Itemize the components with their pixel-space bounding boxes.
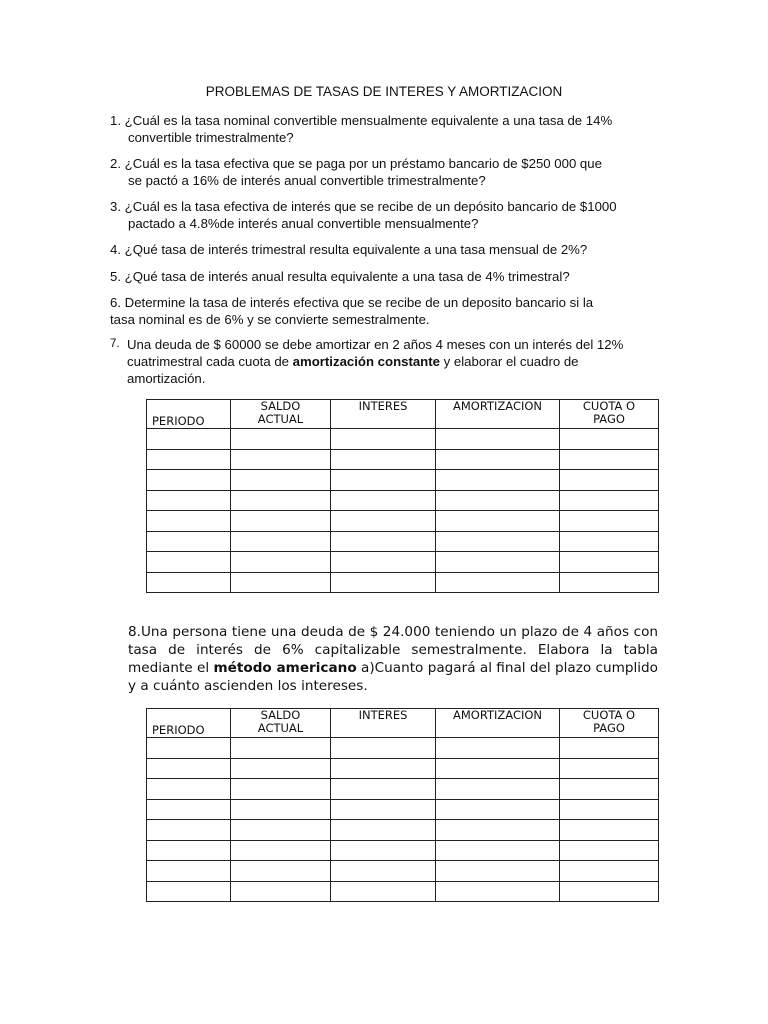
table-cell[interactable] <box>147 840 231 861</box>
header-text: PAGO <box>593 721 625 735</box>
table-cell[interactable] <box>436 552 560 573</box>
table-row <box>147 490 659 511</box>
table-row <box>147 758 659 779</box>
table-cell[interactable] <box>147 799 231 820</box>
problem-7 <box>110 336 658 387</box>
amortization-table-2 <box>146 708 659 902</box>
problem-text-part: a)Cuanto pagará al final del plazo cumplido y a cuánto ascienden los intereses. <box>128 660 659 694</box>
table-cell[interactable] <box>436 470 560 491</box>
table-cell[interactable] <box>560 572 659 593</box>
table-cell[interactable] <box>436 820 560 841</box>
header-text: CUOTA O <box>582 708 636 722</box>
problem-text: Determine la tasa de interés efectiva que se recibe de un deposito bancario si la <box>124 295 594 310</box>
problem-text-bold: amortización constante <box>292 354 440 369</box>
table-cell[interactable] <box>147 470 231 491</box>
table-cell[interactable] <box>560 840 659 861</box>
table-row <box>147 840 659 861</box>
problem-number: 7. <box>110 338 120 350</box>
table-cell[interactable] <box>331 552 436 573</box>
table-row <box>147 429 659 450</box>
table-cell[interactable] <box>231 470 331 491</box>
table-cell[interactable] <box>231 572 331 593</box>
table-cell[interactable] <box>231 490 331 511</box>
table-cell[interactable] <box>436 511 560 532</box>
header-text: ACTUAL <box>257 412 304 426</box>
table-cell[interactable] <box>331 511 436 532</box>
header-interes: INTERES <box>331 709 436 738</box>
header-interes: INTERES <box>331 400 436 429</box>
table-cell[interactable] <box>147 779 231 800</box>
table-cell[interactable] <box>331 490 436 511</box>
table-cell[interactable] <box>436 531 560 552</box>
problem-5 <box>110 268 658 285</box>
table-cell[interactable] <box>436 429 560 450</box>
problem-text-continued: pactado a 4.8%de interés anual convertible mensualmente? <box>128 216 479 231</box>
table-row <box>147 738 659 759</box>
table-cell[interactable] <box>231 840 331 861</box>
table-cell[interactable] <box>147 881 231 902</box>
problem-text-part: y elaborar el cuadro de amortización. <box>127 354 579 386</box>
table-cell[interactable] <box>331 799 436 820</box>
problem-text: ¿Qué tasa de interés trimestral resulta equivalente a una tasa mensual de 2%? <box>124 242 588 257</box>
table-cell[interactable] <box>560 449 659 470</box>
table-cell[interactable] <box>560 861 659 882</box>
table-cell[interactable] <box>331 429 436 450</box>
problem-text-continued: convertible trimestralmente? <box>128 130 294 145</box>
header-text: PAGO <box>593 412 625 426</box>
header-periodo: PERIODO <box>147 709 231 738</box>
problem-text-part: Una deuda de $ 60000 se debe amortizar en 2 años 4 meses con un interés del 12% cuatrimestral cada cuota de <box>127 337 624 369</box>
table-cell[interactable] <box>560 820 659 841</box>
table-cell[interactable] <box>560 470 659 491</box>
table-cell[interactable] <box>560 799 659 820</box>
header-text: SALDO <box>260 708 301 722</box>
table-row <box>147 820 659 841</box>
problem-number: 1. <box>110 113 121 128</box>
table-cell[interactable] <box>231 861 331 882</box>
header-saldo-actual <box>231 400 331 429</box>
header-text: ACTUAL <box>257 721 304 735</box>
table-cell[interactable] <box>331 572 436 593</box>
problem-text-continued: tasa nominal es de 6% y se convierte semestralmente. <box>110 312 430 327</box>
table-cell[interactable] <box>331 531 436 552</box>
table-cell[interactable] <box>331 861 436 882</box>
table-cell[interactable] <box>231 758 331 779</box>
table-row <box>147 861 659 882</box>
problem-8 <box>128 623 658 695</box>
table-cell[interactable] <box>436 738 560 759</box>
table-cell[interactable] <box>147 531 231 552</box>
table-header-row <box>147 400 659 429</box>
table-cell[interactable] <box>436 490 560 511</box>
document-title: PROBLEMAS DE TASAS DE INTERES Y AMORTIZACION <box>205 84 563 99</box>
problem-2 <box>110 155 658 189</box>
table-cell[interactable] <box>231 449 331 470</box>
table-cell[interactable] <box>231 779 331 800</box>
header-periodo: PERIODO <box>147 400 231 429</box>
table-row <box>147 449 659 470</box>
problem-text: ¿Cuál es la tasa efectiva que se paga por un préstamo bancario de $250 000 que <box>124 156 602 171</box>
table-cell[interactable] <box>147 449 231 470</box>
table-cell[interactable] <box>436 779 560 800</box>
table-cell[interactable] <box>331 470 436 491</box>
header-text: CUOTA O <box>582 399 636 413</box>
table-cell[interactable] <box>147 552 231 573</box>
table-cell[interactable] <box>147 820 231 841</box>
header-amortizacion: AMORTIZACION <box>436 400 560 429</box>
table-cell[interactable] <box>331 449 436 470</box>
table-row <box>147 511 659 532</box>
header-saldo-actual <box>231 709 331 738</box>
problem-6 <box>110 294 658 328</box>
problem-4 <box>110 241 658 258</box>
table-cell[interactable] <box>331 881 436 902</box>
table-cell[interactable] <box>147 490 231 511</box>
table-cell[interactable] <box>147 738 231 759</box>
header-cuota-pago <box>560 400 659 429</box>
header-text: SALDO <box>260 399 301 413</box>
table-row <box>147 779 659 800</box>
table-cell[interactable] <box>147 429 231 450</box>
header-cuota-pago <box>560 709 659 738</box>
table-cell[interactable] <box>331 738 436 759</box>
table-cell[interactable] <box>436 758 560 779</box>
table-cell[interactable] <box>147 758 231 779</box>
table-row <box>147 470 659 491</box>
header-amortizacion: AMORTIZACION <box>436 709 560 738</box>
problem-text-continued: se pactó a 16% de interés anual convertible trimestralmente? <box>128 173 486 188</box>
table-cell[interactable] <box>436 861 560 882</box>
problem-3 <box>110 198 658 232</box>
problem-1 <box>110 112 658 146</box>
problem-number: 2. <box>110 156 121 171</box>
table-cell[interactable] <box>560 779 659 800</box>
table-cell[interactable] <box>231 881 331 902</box>
table-cell[interactable] <box>436 881 560 902</box>
table-row <box>147 881 659 902</box>
problem-number: 5. <box>110 269 121 284</box>
table-cell[interactable] <box>331 820 436 841</box>
problem-text-part: 8.Una persona tiene una deuda de $ 24.000 teniendo un plazo de 4 años con tasa de interés de 6% capitalizable semestralmente. Elabora la tabla mediante el <box>128 624 658 676</box>
table-cell[interactable] <box>436 449 560 470</box>
table-cell[interactable] <box>560 881 659 902</box>
table-row <box>147 572 659 593</box>
table-row <box>147 799 659 820</box>
table-cell[interactable] <box>560 429 659 450</box>
problem-number: 6. <box>110 295 121 310</box>
table-cell[interactable] <box>231 820 331 841</box>
table-header-row <box>147 709 659 738</box>
table-cell[interactable] <box>560 511 659 532</box>
table-cell[interactable] <box>147 511 231 532</box>
table-cell[interactable] <box>436 572 560 593</box>
table-cell[interactable] <box>560 531 659 552</box>
table-cell[interactable] <box>560 490 659 511</box>
table-cell[interactable] <box>560 552 659 573</box>
table-row <box>147 531 659 552</box>
table-cell[interactable] <box>436 799 560 820</box>
table-cell[interactable] <box>231 531 331 552</box>
problem-text: ¿Qué tasa de interés anual resulta equivalente a una tasa de 4% trimestral? <box>124 269 570 284</box>
table-cell[interactable] <box>331 779 436 800</box>
table-cell[interactable] <box>231 738 331 759</box>
table-cell[interactable] <box>147 572 231 593</box>
table-cell[interactable] <box>331 840 436 861</box>
problem-number: 3. <box>110 199 121 214</box>
problem-text-bold: método americano <box>213 660 357 676</box>
table-cell[interactable] <box>231 799 331 820</box>
table-cell[interactable] <box>436 840 560 861</box>
table-cell[interactable] <box>560 738 659 759</box>
table-cell[interactable] <box>147 861 231 882</box>
table-cell[interactable] <box>231 552 331 573</box>
table-cell[interactable] <box>231 511 331 532</box>
amortization-table-1 <box>146 399 659 593</box>
problem-text: ¿Cuál es la tasa efectiva de interés que se recibe de un depósito bancario de $1000 <box>124 199 617 214</box>
table-row <box>147 552 659 573</box>
problem-text: ¿Cuál es la tasa nominal convertible mensualmente equivalente a una tasa de 14% <box>124 113 613 128</box>
table-cell[interactable] <box>560 758 659 779</box>
problem-number: 4. <box>110 242 121 257</box>
table-cell[interactable] <box>231 429 331 450</box>
table-cell[interactable] <box>331 758 436 779</box>
problem-text <box>110 336 658 387</box>
